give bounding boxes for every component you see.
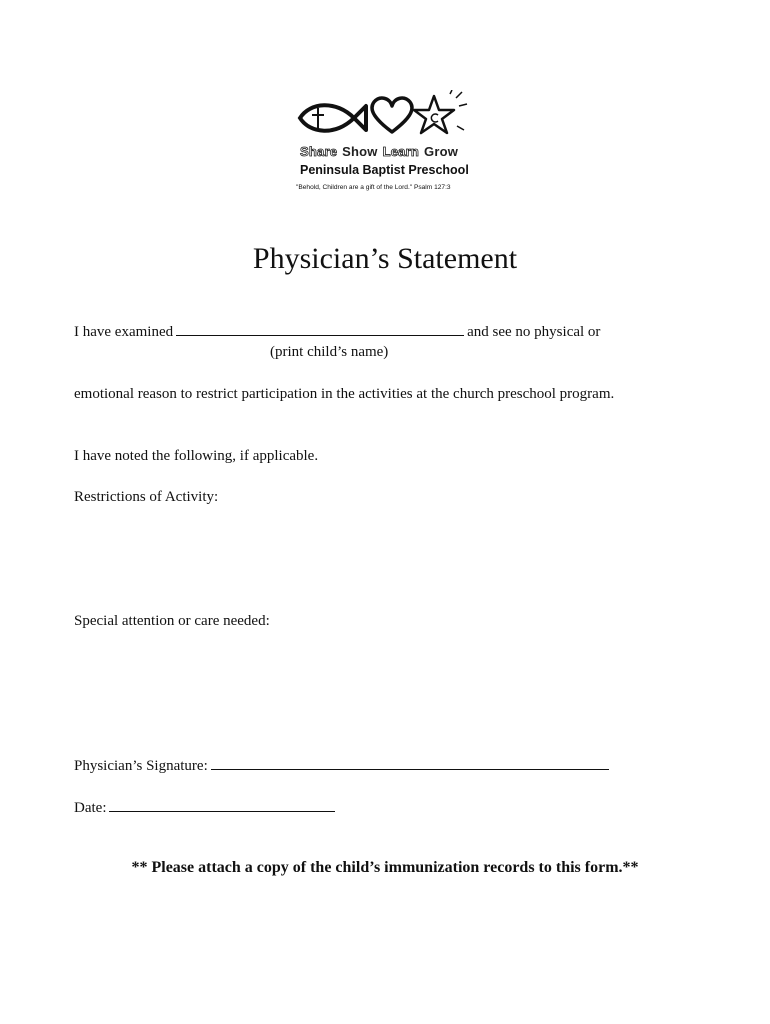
tagline-word: Learn — [382, 144, 420, 159]
school-logo — [296, 90, 476, 202]
examined-line — [74, 323, 600, 341]
school-name: Peninsula Baptist Preschool — [300, 163, 469, 177]
immunization-notice: ** Please attach a copy of the child’s immunization records to this form.** — [131, 859, 639, 876]
examined-prefix: I have examined — [74, 324, 174, 340]
date-line — [74, 799, 338, 817]
tagline-word: Share — [300, 144, 338, 159]
signature-field[interactable] — [211, 757, 609, 770]
logo-graphic — [296, 90, 476, 142]
special-attention-label: Special attention or care needed: — [74, 613, 270, 629]
child-name-field[interactable] — [176, 323, 464, 336]
logo-tagline — [300, 144, 463, 159]
date-field[interactable] — [109, 799, 335, 812]
date-label: Date: — [74, 800, 107, 816]
tagline-word: Show — [342, 144, 378, 159]
signature-line — [74, 757, 612, 775]
child-name-label: (print child’s name) — [270, 344, 389, 360]
statement-continued: emotional reason to restrict participation in the activities at the church preschool program. — [74, 386, 615, 402]
page-title: Physician’s Statement — [252, 242, 518, 275]
fish-icon — [300, 105, 366, 131]
examined-suffix: and see no physical or — [467, 324, 601, 340]
star-icon — [414, 90, 467, 133]
logo-verse: "Behold, Children are a gift of the Lord." Psalm 127:3 — [296, 184, 451, 191]
restrictions-label: Restrictions of Activity: — [74, 489, 219, 505]
tagline-word: Grow — [424, 144, 459, 159]
signature-label: Physician’s Signature: — [74, 758, 208, 774]
heart-icon — [372, 98, 412, 132]
noted-intro: I have noted the following, if applicable. — [74, 448, 319, 464]
